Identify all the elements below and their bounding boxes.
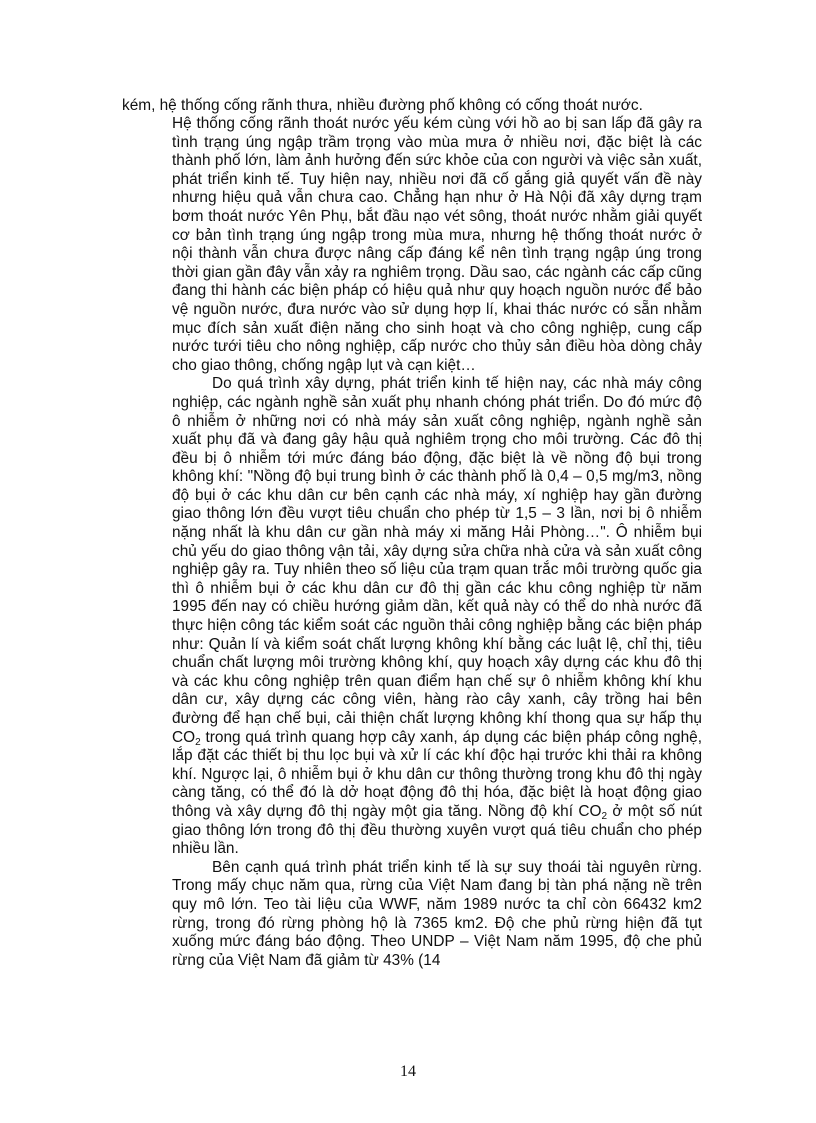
paragraph-air-pollution <box>172 375 702 858</box>
paragraph-air-pollution-part-3: ở một số nút giao thông lớn trong đô thị đều thường xuyên vượt quá tiêu chuẩn cho phép nhiều lần. <box>172 802 702 858</box>
continued-first-line: kém, hệ thống cống rãnh thưa, nhiều đường phố không có cống thoát nước. <box>122 97 643 114</box>
co2-subscript: 2 <box>601 810 608 822</box>
paragraph-air-pollution-part-1: Do quá trình xây dựng, phát triển kinh tế hiện nay, các nhà máy công nghiệp, các ngành nghề sản xuất phụ nhanh chóng phát triển. Do đó mức độ ô nhiễm ở những nơi có nhà máy sản xuất công nghiệp, ngành nghề sản xuất phụ đã và đang gây hậu quả nghiêm trọng cho môi trường. Các đô thị đều bị ô nhiễm tới mức đáng báo động, đặc biệt là về nồng độ bụi trong không khí: "Nồng độ bụi trung bình ở các thành phố là 0,4 – 0,5 mg/m3, nồng độ bụi ở các khu dân cư bên cạnh các nhà máy, xí nghiệp hay gần đường giao thông lớn đều vượt tiêu chuẩn cho phép từ 1,5 – 3 lần, nơi bị ô nhiễm nặng nhất là khu dân cư gần nhà máy xi măng Hải Phòng…". Ô nhiễm bụi chủ yếu do giao thông vận tải, xây dựng sửa chữa nhà cửa và sản xuất công nghiệp gây ra. Tuy nhiên theo số liệu của trạm quan trắc môi trường quốc gia thì ô nhiễm bụi ở các khu dân cư đô thị gần các khu công nghiệp từ năm 1995 đến nay có chiều hướng giảm dần, kết quả này có thể do nhà nước đã thực hiện công tác kiểm soát các nguồn thải công nghiệp bằng các biện pháp như: Quản lí và kiểm soát chất lượng không khí bằng các luật lệ, chỉ thị, tiêu chuẩn chất lượng môi trường không khí, quy hoạch xây dựng các khu đô thị và các khu công nghiệp trên quan điểm hạn chế sự ô nhiễm không khí khu dân cư, xây dựng các công viên, hàng rào cây xanh, cây trồng hai bên đường để hạn chế bụi, cải thiện chất lượng không khí thong qua sự hấp thụ CO <box>172 375 702 746</box>
co2-subscript: 2 <box>195 736 201 748</box>
page-number: 14 <box>400 1063 416 1080</box>
body-text <box>172 115 702 970</box>
paragraph-forest-decline: Bên cạnh quá trình phát triển kinh tế là sự suy thoái tài nguyên rừng. Trong mấy chục năm qua, rừng của Việt Nam đang bị tàn phá nặng nề trên quy mô lớn. Teo tài liệu của WWF, năm 1989 nước ta chỉ còn 66432 km2 rừng, trong đó rừng phòng hộ là 7365 km2. Độ che phủ rừng hiện đã tụt xuống mức đáng báo động. Theo UNDP – Việt Nam năm 1995, độ che phủ rừng của Việt Nam đã giảm từ 43% (14 <box>172 858 702 969</box>
paragraph-drainage: Hệ thống cống rãnh thoát nước yếu kém cùng với hồ ao bị san lấp đã gây ra tình trạng úng ngập trầm trọng vào mùa mưa ở nhiều nơi, đặc biệt là các thành phố lớn, làm ảnh hưởng đến sức khỏe của con người và việc sản xuất, phát triển kinh tế. Tuy hiện nay, nhiều nơi đã cố gắng giả quyết vấn đề này nhưng hiệu quả vẫn chưa cao. Chẳng hạn như ở Hà Nội đã xây dựng trạm bơm thoát nước Yên Phụ, bắt đầu nạo vét sông, thoát nước nhằm giải quyết cơ bản tình trạng úng ngập trong mùa mưa, nhưng hệ thống thoát nước ở nội thành vẫn chưa được nâng cấp đáng kể nên tình trạng ngập úng trong thời gian gần đây vẫn xảy ra nghiêm trọng. Dầu sao, các ngành các cấp cũng đang thi hành các biện pháp có hiệu quả như quy hoạch nguồn nước để bảo vệ nguồn nước, đưa nước vào sử dụng hợp lí, khai thác nước có sẵn nhằm mục đích sản xuất điện năng cho sinh hoạt và cho công nghiệp, cung cấp nước tưới tiêu cho nông nghiệp, cấp nước cho thủy sản điều hòa dòng chảy cho giao thông, chống ngập lụt và cạn kiệt… <box>172 115 702 374</box>
paragraph-air-pollution-part-2: trong quá trình quang hợp cây xanh, áp dụng các biện pháp công nghệ, lắp đặt các thiết bị thu lọc bụi và xử lí các khí độc hại trước khi thải ra không khí. Ngược lại, ô nhiễm bụi ở khu dân cư thông thường trong khu đô thị ngày càng tăng, có thể đó là dở hoạt động đô thị hóa, đặc biệt là hoạt động giao thông và xây dựng đô thị ngày một gia tăng. Nồng độ khí CO <box>172 728 702 820</box>
